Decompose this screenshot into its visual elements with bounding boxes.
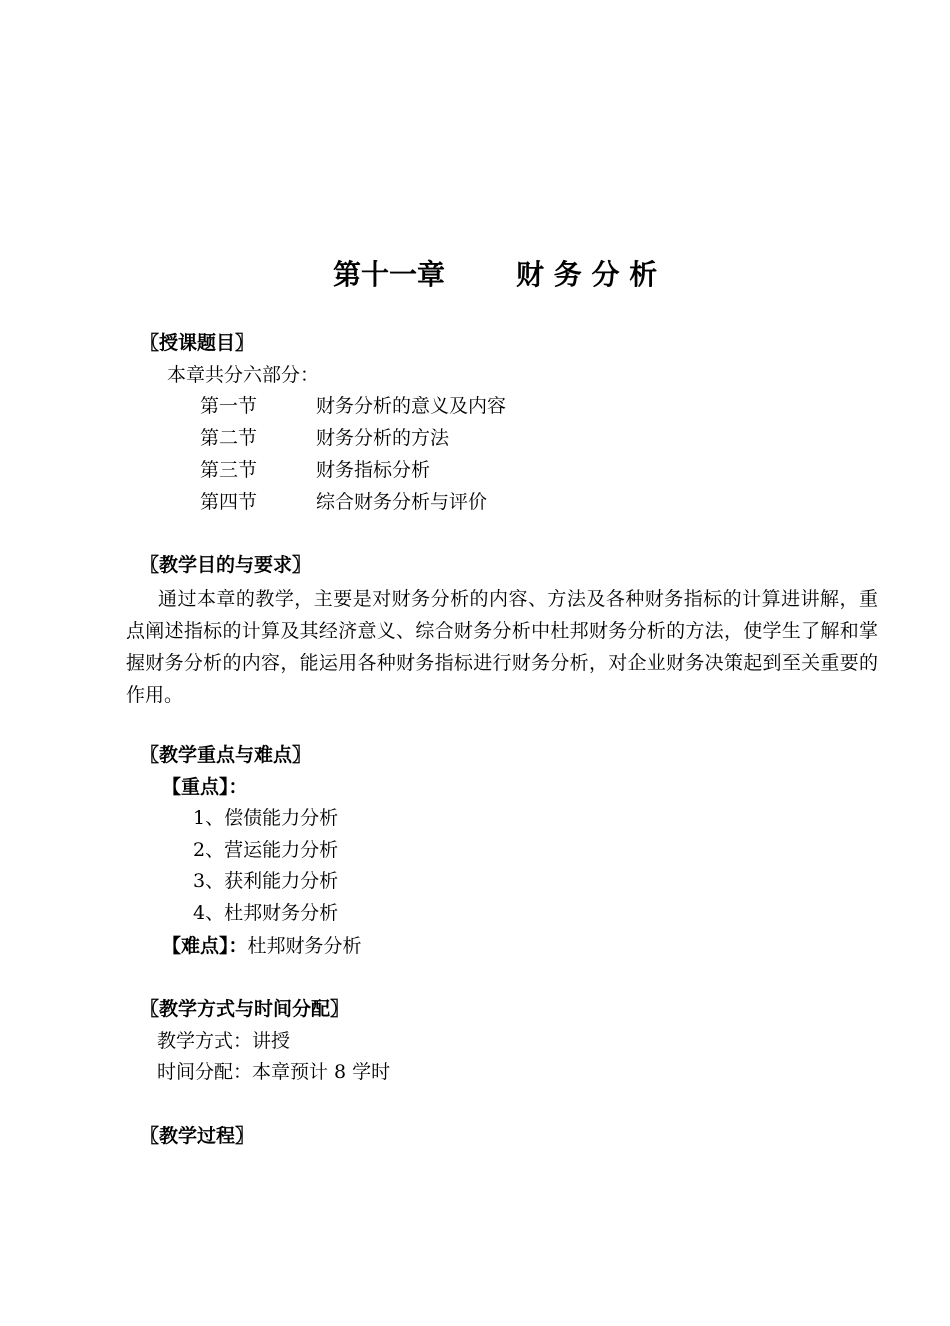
topic-section-label: 第二节 (200, 427, 258, 449)
focus-item: 4、杜邦财务分析 (193, 902, 339, 924)
topic-section-label: 第一节 (200, 395, 258, 417)
time-line: 时间分配：本章预计 8 学时 (157, 1061, 391, 1083)
difficulty-label: 【难点】： (162, 935, 248, 957)
chapter-title: 财 务 分 析 (516, 258, 658, 291)
topic-section-title: 财务分析的方法 (316, 427, 450, 449)
keypoints-heading: 〖教学重点与难点〗 (140, 744, 312, 766)
topic-section-title: 财务指标分析 (316, 459, 431, 481)
difficulty-value: 杜邦财务分析 (247, 935, 362, 957)
focus-item: 3、获利能力分析 (193, 870, 339, 892)
method-line: 教学方式：讲授 (157, 1030, 291, 1052)
topic-section-title: 综合财务分析与评价 (316, 491, 488, 513)
process-heading: 〖教学过程〗 (140, 1125, 255, 1147)
topics-heading: 〖授课题目〗 (140, 332, 255, 354)
focus-label: 【重点】： (162, 776, 248, 798)
goals-paragraph: 通过本章的教学，主要是对财务分析的内容、方法及各种财务指标的计算进讲解，重点阐述指标的计算及其经济意义、综合财务分析中杜邦财务分析的方法，使学生了解和掌握财务分析的内容，能运用各种财务指标进行财务分析，对企业财务决策起到至关重要的作用。 (126, 588, 878, 706)
topics-intro: 本章共分六部分： (167, 364, 320, 386)
topic-section-label: 第三节 (200, 459, 258, 481)
goals-heading: 〖教学目的与要求〗 (140, 554, 312, 576)
difficulty-line (162, 934, 362, 958)
topic-section-title: 财务分析的意义及内容 (316, 395, 507, 417)
method-heading: 〖教学方式与时间分配〗 (140, 998, 350, 1020)
focus-item: 2、营运能力分析 (193, 839, 339, 861)
focus-item: 1、偿债能力分析 (193, 807, 339, 829)
chapter-number: 第十一章 (333, 258, 446, 291)
topic-section-label: 第四节 (200, 491, 258, 513)
